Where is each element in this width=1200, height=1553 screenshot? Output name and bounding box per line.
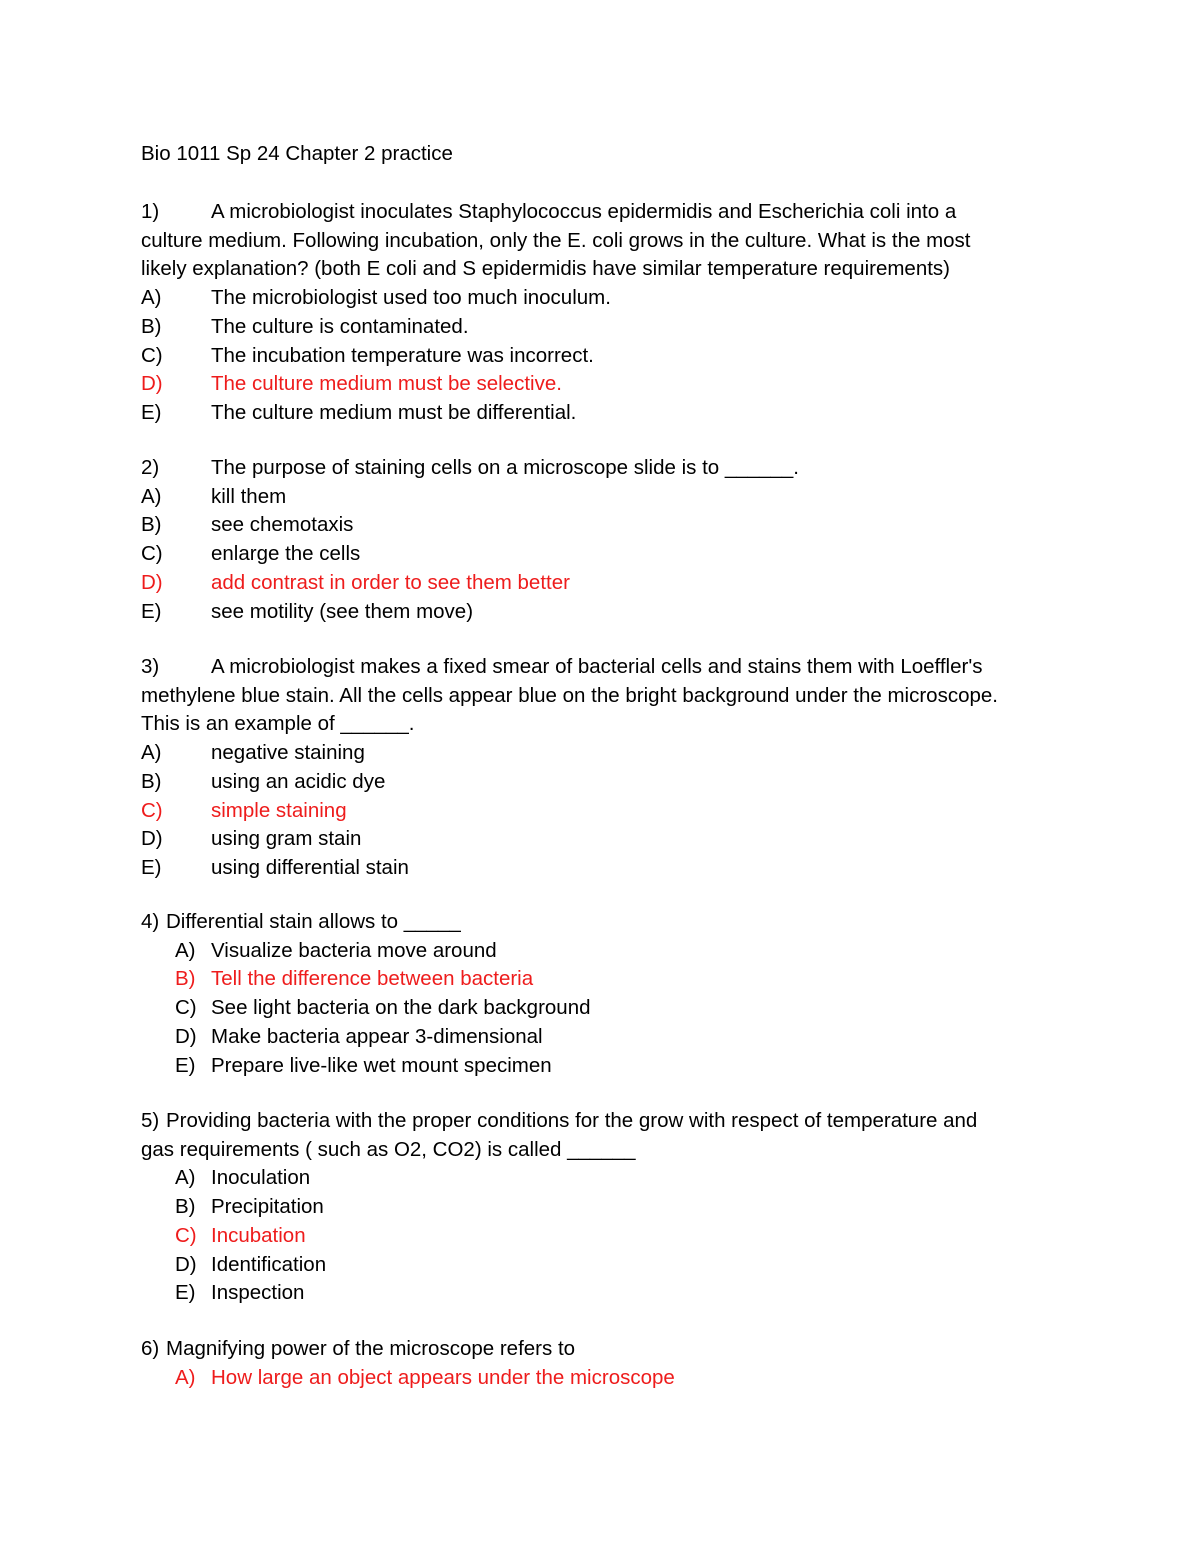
question-stem-text: A microbiologist makes a fixed smear of bacterial cells and stains them with Loeffler's bbox=[211, 655, 983, 678]
question-stem-text: methylene blue stain. All the cells appear blue on the bright background under the microscope. bbox=[141, 683, 998, 707]
option-text: using gram stain bbox=[211, 827, 362, 851]
option-label: A) bbox=[175, 938, 196, 962]
option-text: See light bacteria on the dark background bbox=[211, 996, 591, 1020]
option-text: using an acidic dye bbox=[211, 769, 386, 793]
option-label: D) bbox=[141, 827, 163, 851]
option-label: E) bbox=[175, 1053, 196, 1077]
option-text: The incubation temperature was incorrect. bbox=[211, 343, 594, 367]
option-text: enlarge the cells bbox=[211, 542, 361, 566]
option-text: Identification bbox=[211, 1252, 327, 1276]
option-text: Visualize bacteria move around bbox=[211, 938, 497, 962]
option-text: The culture is contaminated. bbox=[211, 314, 469, 338]
option-label: C) bbox=[141, 542, 163, 566]
option-label: C) bbox=[175, 996, 197, 1020]
question-stem-text: gas requirements ( such as O2, CO2) is called ______ bbox=[141, 1137, 636, 1161]
question-stem-text: Magnifying power of the microscope refers to bbox=[166, 1337, 576, 1360]
question-number: 3) bbox=[141, 655, 160, 678]
question-number: 1) bbox=[141, 200, 160, 223]
option-label: A) bbox=[175, 1365, 196, 1389]
question-number: 4) bbox=[141, 910, 160, 933]
option-label: B) bbox=[141, 314, 162, 338]
option-label: D) bbox=[141, 372, 163, 396]
option-text: Tell the difference between bacteria bbox=[211, 967, 534, 991]
question-stem-text: The purpose of staining cells on a microscope slide is to ______. bbox=[211, 456, 800, 479]
option-text: Prepare live-like wet mount specimen bbox=[211, 1053, 552, 1077]
option-label: A) bbox=[141, 286, 162, 310]
option-text: How large an object appears under the microscope bbox=[211, 1365, 675, 1389]
option-label: D) bbox=[175, 1024, 197, 1048]
option-label: C) bbox=[141, 798, 163, 822]
option-label: D) bbox=[175, 1252, 197, 1276]
option-label: B) bbox=[141, 769, 162, 793]
option-label: C) bbox=[141, 343, 163, 367]
option-label: E) bbox=[141, 400, 162, 424]
question-stem-text: culture medium. Following incubation, only the E. coli grows in the culture. What is the most bbox=[141, 228, 971, 252]
option-label: E) bbox=[141, 599, 162, 623]
option-label: D) bbox=[141, 570, 163, 594]
option-text: see motility (see them move) bbox=[211, 599, 474, 623]
document-title: Bio 1011 Sp 24 Chapter 2 practice bbox=[141, 142, 453, 165]
question-number: 6) bbox=[141, 1337, 160, 1360]
option-label: A) bbox=[175, 1166, 196, 1190]
option-label: E) bbox=[141, 855, 162, 879]
option-text: The culture medium must be selective. bbox=[211, 372, 562, 396]
question-stem-text: This is an example of ______. bbox=[141, 712, 415, 736]
option-text: The culture medium must be differential. bbox=[211, 400, 577, 424]
option-text: negative staining bbox=[211, 741, 365, 765]
option-label: A) bbox=[141, 741, 162, 765]
option-text: simple staining bbox=[211, 798, 347, 822]
option-label: C) bbox=[175, 1223, 197, 1247]
option-text: Precipitation bbox=[211, 1195, 324, 1219]
option-text: Incubation bbox=[211, 1223, 306, 1247]
option-label: E) bbox=[175, 1281, 196, 1305]
question-stem-text: Providing bacteria with the proper conditions for the grow with respect of temperature and bbox=[166, 1109, 978, 1132]
option-text: The microbiologist used too much inoculum. bbox=[211, 286, 611, 310]
option-text: see chemotaxis bbox=[211, 513, 354, 537]
option-text: Inoculation bbox=[211, 1166, 311, 1190]
question-stem-text: likely explanation? (both E coli and S epidermidis have similar temperature requirements) bbox=[141, 257, 950, 281]
option-text: using differential stain bbox=[211, 855, 409, 879]
option-label: B) bbox=[141, 513, 162, 537]
question-stem-text: Differential stain allows to _____ bbox=[166, 910, 461, 933]
question-number: 2) bbox=[141, 456, 160, 479]
option-text: Make bacteria appear 3-dimensional bbox=[211, 1024, 543, 1048]
option-text: kill them bbox=[211, 484, 287, 508]
question-number: 5) bbox=[141, 1109, 160, 1132]
option-label: A) bbox=[141, 484, 162, 508]
option-text: Inspection bbox=[211, 1281, 305, 1305]
option-label: B) bbox=[175, 1195, 196, 1219]
question-stem-text: A microbiologist inoculates Staphylococcus epidermidis and Escherichia coli into a bbox=[211, 200, 957, 223]
option-label: B) bbox=[175, 967, 196, 991]
option-text: add contrast in order to see them better bbox=[211, 570, 570, 594]
